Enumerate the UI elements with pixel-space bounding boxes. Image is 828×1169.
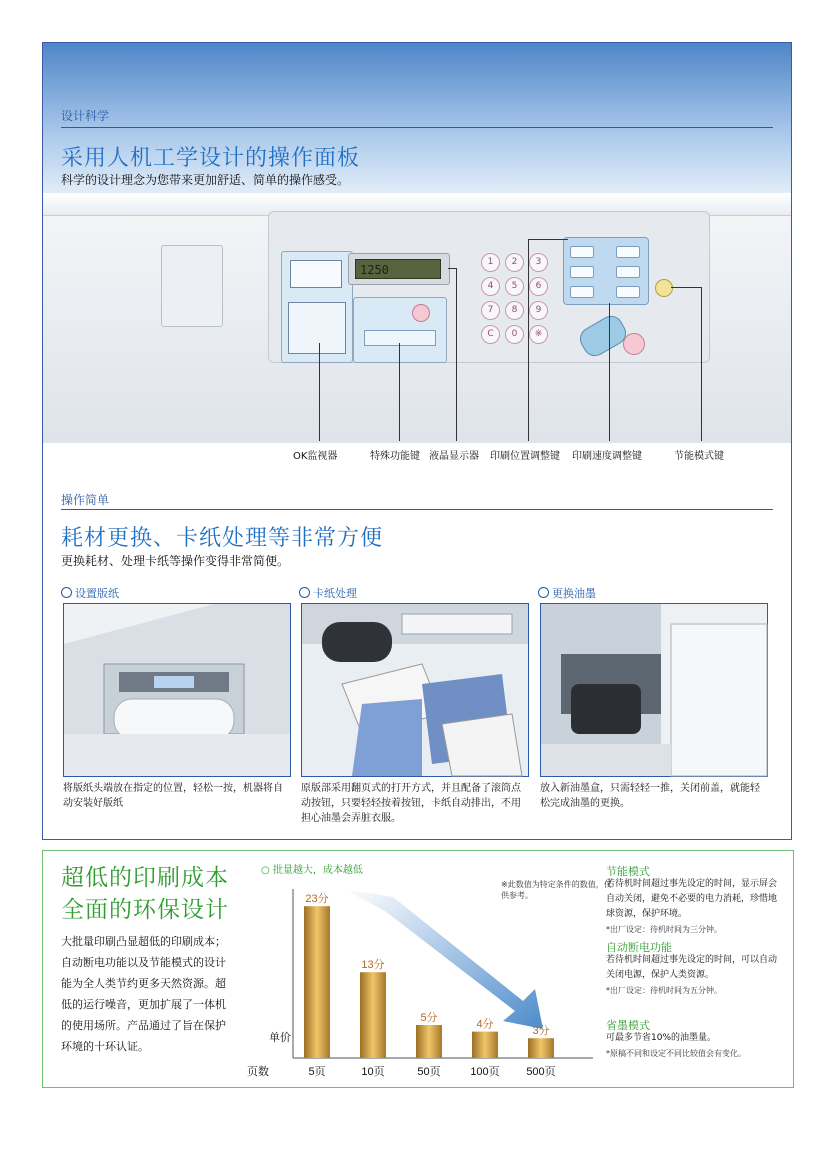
ok-monitor (281, 251, 353, 363)
x-axis-label: 页数 (247, 1066, 269, 1078)
bar-4 (528, 1038, 554, 1058)
callout-position-keys: 印刷位置调整键 (490, 451, 560, 462)
photo-replace-ink (540, 603, 768, 777)
position-left-arrow (570, 246, 594, 258)
callout-eco-key: 节能模式键 (674, 451, 724, 462)
leader-speed (609, 303, 610, 441)
leader-position (528, 239, 529, 441)
bar-1 (360, 972, 386, 1058)
feature-note-eco: *出厂设定：待机时间为三分钟。 (606, 925, 722, 934)
feature-title-eco: 节能模式 (606, 865, 650, 878)
control-panel-illustration (43, 193, 791, 443)
key-5: 5 (505, 277, 524, 296)
position-up-arrow (570, 266, 594, 278)
special-arrow-bar (364, 330, 436, 346)
feature-title-inksave: 省墨模式 (606, 1019, 650, 1032)
x-tick-label-2: 50页 (417, 1066, 441, 1078)
key-reset: ※ (529, 325, 548, 344)
feature-text-eco (606, 877, 781, 938)
lcd-display: 1250 (355, 259, 441, 279)
key-clear: C (481, 325, 500, 344)
leader-position-h (528, 239, 568, 240)
section-rule (61, 127, 773, 128)
photo-label-jam: 卡纸处理 (299, 585, 357, 601)
key-8: 8 (505, 301, 524, 320)
x-tick-label-4: 500页 (526, 1066, 556, 1078)
feature-text-autooff (606, 953, 781, 999)
chart-title: ○ 批量越大，成本越低 (261, 865, 363, 876)
section-title-consumables: 耗材更换、卡纸处理等非常方便 (61, 526, 384, 551)
position-right-arrow (616, 246, 640, 258)
caption-set-master: 将版纸头端放在指定的位置，轻松一按，机器将自动安装好版纸 (63, 783, 283, 809)
lcd-display-frame (348, 253, 450, 285)
leader-ok-monitor (319, 343, 320, 441)
key-7: 7 (481, 301, 500, 320)
eco-mode-button (655, 279, 673, 297)
x-tick-label-0: 5页 (308, 1066, 326, 1078)
bar-3 (472, 1032, 498, 1058)
photo-set-master (63, 603, 291, 777)
main-frame (42, 42, 792, 840)
chart-title-text: 批量越大，成本越低 (272, 865, 363, 876)
leader-lcd (456, 268, 457, 441)
cost-chart (247, 871, 603, 1083)
chart-note: ※此数值为特定条件的数值，仅供参考。 (501, 880, 612, 900)
y-axis-label: 单价 (269, 1032, 291, 1044)
feature-note-autooff: *出厂设定：待机时间为五分钟。 (606, 986, 722, 995)
ok-monitor-display (290, 260, 342, 288)
key-0: 0 (505, 325, 524, 344)
section-rule-2 (61, 509, 773, 510)
leader-special (399, 343, 400, 441)
key-3: 3 (529, 253, 548, 272)
leader-eco (701, 287, 702, 441)
eco-cost-box (42, 850, 794, 1088)
feature-body-autooff: 若待机时间超过事先设定的时间，可以自动关闭电源，保护人类资源。 (606, 955, 778, 980)
bar-value-label-1: 13分 (361, 959, 385, 972)
key-9: 9 (529, 301, 548, 320)
callout-ok-monitor: OK监视器 (293, 451, 338, 462)
section-title-panel: 采用人机工学设计的操作面板 (61, 146, 361, 171)
key-1: 1 (481, 253, 500, 272)
eco-title-line1: 超低的印刷成本 (61, 865, 229, 891)
ok-monitor-screen (288, 302, 346, 354)
section-label-design: 设计科学 (61, 109, 110, 123)
feature-title-autooff: 自动断电功能 (606, 941, 672, 954)
panel-slot (161, 245, 223, 327)
numeric-keypad (481, 253, 547, 353)
bar-2 (416, 1025, 442, 1058)
feature-text-inksave (606, 1031, 781, 1062)
position-down-arrow (616, 266, 640, 278)
adjust-keys-block (563, 237, 649, 305)
caption-paper-jam: 原版部采用翻页式的打开方式，并且配备了滚筒点动按钮，只要轻轻按着按钮，卡纸自动排出，不用担心油墨会弄脏衣服。 (301, 783, 521, 824)
photo-label-ink: 更换油墨 (538, 585, 596, 601)
speed-up-arrow (616, 286, 640, 298)
photo-paper-jam (301, 603, 529, 777)
bar-0 (304, 906, 330, 1058)
eco-title-line2: 全面的环保设计 (61, 897, 229, 923)
key-6: 6 (529, 277, 548, 296)
callout-special-keys: 特殊功能键 (370, 451, 420, 462)
special-function-keys (353, 297, 447, 363)
speed-down-arrow (570, 286, 594, 298)
eco-body-text: 大批量印刷凸显超低的印刷成本；自动断电功能以及节能模式的设计能为全人类节约更多天然资源。超低的运行噪音，更加扩展了一体机的使用场所。产品通过了旨在保护环境的十环认证。 (61, 935, 226, 1053)
bar-value-label-2: 5分 (420, 1012, 438, 1024)
bar-value-label-3: 4分 (476, 1018, 494, 1031)
caption-replace-ink: 放入新油墨盒，只需轻轻一推，关闭前盖，就能轻松完成油墨的更换。 (540, 783, 760, 809)
callout-speed-keys: 印刷速度调整键 (572, 451, 642, 462)
section-label-easy: 操作简单 (61, 493, 110, 507)
special-red-button (412, 304, 430, 322)
bar-value-label-4: 3分 (532, 1025, 550, 1038)
callout-lcd: 液晶显示器 (429, 451, 479, 462)
x-tick-label-1: 10页 (361, 1066, 385, 1078)
leader-lcd-h (448, 268, 456, 269)
feature-body-inksave: 可最多节省10%的油墨量。 (606, 1033, 717, 1043)
feature-body-eco: 若待机时间超过事先设定的时间，显示屏会自动关闭，避免不必要的电力消耗，珍惜地球资源，保护环境。 (606, 879, 778, 919)
bar-value-label-0: 23分 (305, 893, 329, 906)
x-tick-label-3: 100页 (470, 1066, 500, 1078)
photo-label-master: 设置版纸 (61, 585, 119, 601)
key-2: 2 (505, 253, 524, 272)
key-4: 4 (481, 277, 500, 296)
section-subtitle-panel: 科学的设计理念为您带来更加舒适、简单的操作感受。 (61, 173, 350, 187)
feature-note-inksave: *原稿不同和设定不同比较值会有变化。 (606, 1049, 746, 1058)
section-subtitle-consumables: 更换耗材、处理卡纸等操作变得非常简便。 (61, 554, 290, 568)
stop-button (623, 333, 645, 355)
leader-eco-h (671, 287, 701, 288)
